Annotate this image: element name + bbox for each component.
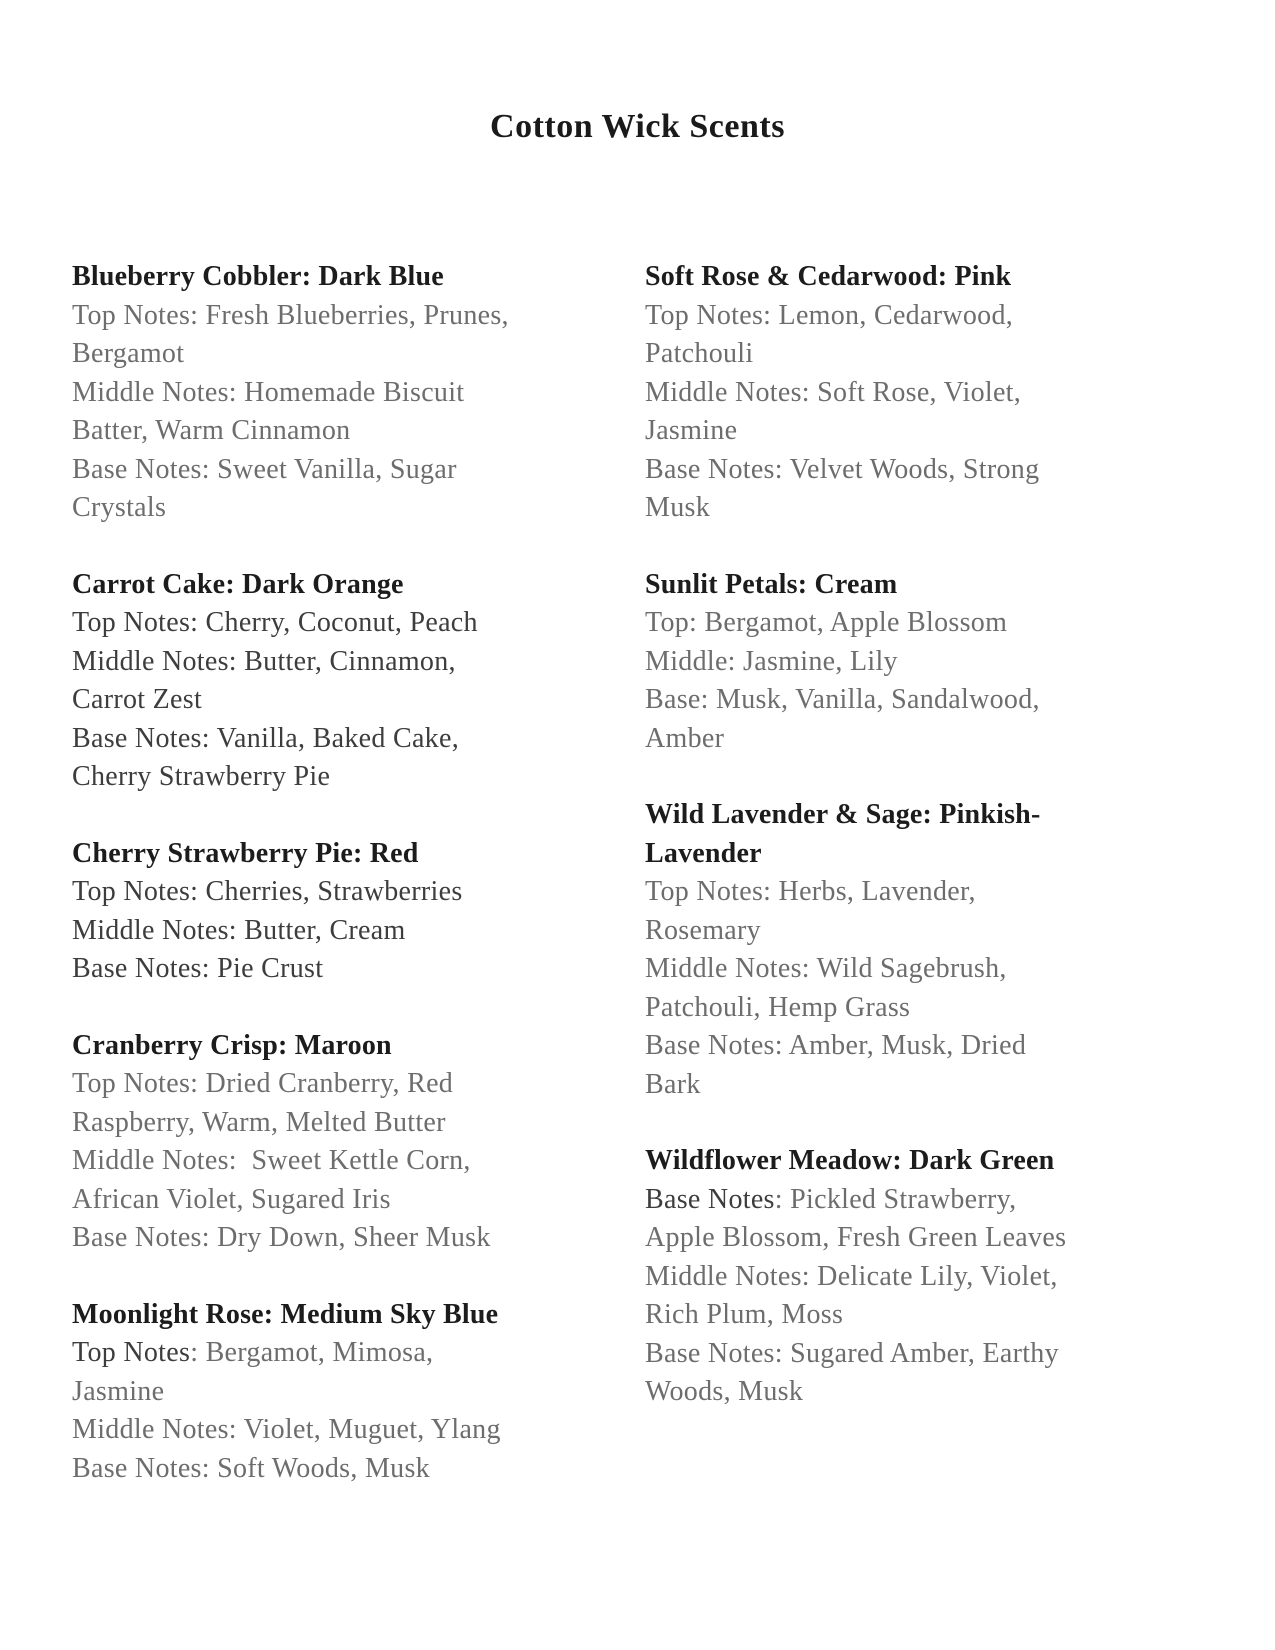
- note-text: Bark: [645, 1068, 701, 1100]
- scent-heading: Cranberry Crisp: Maroon: [72, 1029, 392, 1061]
- note-line: [645, 912, 1205, 951]
- note-text: Top Notes: Lemon, Cedarwood,: [645, 299, 1014, 331]
- note-text: Top Notes: Dried Cranberry, Red: [72, 1068, 454, 1099]
- note-line: [645, 1181, 1205, 1220]
- note-line: [645, 1335, 1205, 1374]
- note-text: Base Notes: Pie Crust: [72, 953, 324, 984]
- note-text: Bergamot: [72, 338, 185, 369]
- note-line: [72, 489, 645, 528]
- note-line: [72, 1065, 645, 1104]
- note-text: Musk: [645, 492, 710, 523]
- note-line: [72, 335, 645, 374]
- note-text: Raspberry, Warm, Melted Butter: [72, 1106, 446, 1138]
- note-text: Middle Notes: Homemade Biscuit: [72, 376, 465, 408]
- scent-section-wildflower-meadow: [645, 1142, 1205, 1412]
- note-text: Middle: Jasmine, Lily: [645, 645, 898, 677]
- note-text: Top Notes: Fresh Blueberries, Prunes,: [72, 299, 509, 331]
- note-text: Batter, Warm Cinnamon: [72, 415, 351, 446]
- scent-heading: Moonlight Rose: Medium Sky Blue: [72, 1298, 499, 1330]
- scent-heading: Blueberry Cobbler: Dark Blue: [72, 261, 444, 292]
- note-text: Middle Notes: Soft Rose, Violet,: [645, 376, 1022, 408]
- note-line: [645, 1373, 1205, 1412]
- note-line: [72, 412, 645, 451]
- note-text: Top Notes: Cherries, Strawberries: [72, 876, 463, 907]
- note-text: Base Notes: Amber, Musk, Dried: [645, 1030, 1027, 1061]
- note-text: Base Notes: Sweet Vanilla, Sugar: [72, 453, 457, 485]
- note-line: [72, 1142, 645, 1181]
- note-text: Woods, Musk: [645, 1376, 804, 1407]
- note-line: [72, 643, 645, 682]
- note-text: Base Notes: Vanilla, Baked Cake,: [72, 722, 459, 754]
- note-line: [645, 1219, 1205, 1258]
- note-line: [72, 873, 645, 912]
- note-line: [645, 873, 1205, 912]
- note-line: [72, 604, 645, 643]
- scent-heading: Soft Rose & Cedarwood: Pink: [645, 261, 1012, 292]
- note-line: [645, 989, 1205, 1028]
- scent-section-sunlit-petals: [645, 566, 1205, 759]
- note-text: Middle Notes: Wild Sagebrush,: [645, 953, 1007, 984]
- note-line: [645, 374, 1205, 413]
- scent-section-cherry-strawberry-pie: [72, 835, 645, 989]
- note-line: [645, 1027, 1205, 1066]
- note-line: [72, 1373, 645, 1412]
- note-line: [72, 1411, 645, 1450]
- note-text: Cherry Strawberry Pie: [72, 761, 331, 792]
- note-line: [72, 1450, 645, 1489]
- note-line: [72, 297, 645, 336]
- note-line: [72, 912, 645, 951]
- scent-heading: Wildflower Meadow: Dark Green: [645, 1145, 1055, 1176]
- scent-heading-line2: Lavender: [645, 837, 762, 869]
- note-line: [645, 412, 1205, 451]
- note-text: Base: Musk, Vanilla, Sandalwood,: [645, 684, 1040, 715]
- note-text: Amber: [645, 722, 725, 754]
- note-text: Jasmine: [72, 1375, 165, 1407]
- note-line: [645, 297, 1205, 336]
- note-text: Base Notes: Sugared Amber, Earthy: [645, 1337, 1059, 1369]
- note-line: [72, 758, 645, 797]
- scent-section-carrot-cake: [72, 566, 645, 797]
- note-text: Patchouli: [645, 338, 754, 369]
- note-text: Patchouli, Hemp Grass: [645, 991, 911, 1023]
- note-line: [645, 1066, 1205, 1105]
- column-right: [645, 258, 1205, 1526]
- note-text: Carrot Zest: [72, 684, 203, 715]
- note-text: Middle Notes: Butter, Cinnamon,: [72, 645, 456, 677]
- note-line: [72, 1219, 645, 1258]
- note-text: Rich Plum, Moss: [645, 1299, 844, 1330]
- note-text: : Pickled Strawberry,: [774, 1183, 1017, 1215]
- note-text: Base Notes: Dry Down, Sheer Musk: [72, 1222, 491, 1253]
- note-line: [645, 604, 1205, 643]
- note-prefix: Base Notes: [645, 1183, 775, 1215]
- note-text: Middle Notes: Delicate Lily, Violet,: [645, 1260, 1058, 1292]
- scent-section-moonlight-rose: [72, 1296, 645, 1489]
- note-text: Apple Blossom, Fresh Green Leaves: [645, 1222, 1067, 1253]
- note-text: Top Notes: Cherry, Coconut, Peach: [72, 607, 478, 638]
- note-text: Jasmine: [645, 415, 738, 446]
- note-text: Top Notes: Herbs, Lavender,: [645, 876, 976, 907]
- note-text: Crystals: [72, 492, 167, 523]
- scent-section-blueberry-cobbler: [72, 258, 645, 528]
- note-line: [645, 489, 1205, 528]
- note-text: Base Notes: Soft Woods, Musk: [72, 1452, 430, 1484]
- scent-heading: Wild Lavender & Sage: Pinkish-: [645, 799, 1041, 830]
- note-line: [645, 720, 1205, 759]
- note-text: Middle Notes: Violet, Muguet, Ylang: [72, 1414, 501, 1445]
- note-text: African Violet, Sugared Iris: [72, 1183, 391, 1215]
- note-line: [72, 451, 645, 490]
- note-line: [72, 1104, 645, 1143]
- note-line: [72, 1181, 645, 1220]
- note-text: : Bergamot, Mimosa,: [190, 1337, 434, 1368]
- note-line: [645, 1296, 1205, 1335]
- note-text: Middle Notes: Sweet Kettle Corn,: [72, 1145, 471, 1176]
- scent-section-cranberry-crisp: [72, 1027, 645, 1258]
- column-left: [72, 258, 645, 1526]
- note-prefix: Top Notes: [72, 1337, 191, 1368]
- note-line: [72, 374, 645, 413]
- document-title: Cotton Wick Scents: [490, 108, 785, 145]
- scent-heading: Carrot Cake: Dark Orange: [72, 568, 404, 600]
- note-line: [645, 643, 1205, 682]
- note-text: Top: Bergamot, Apple Blossom: [645, 607, 1008, 638]
- scent-section-wild-lavender-sage: [645, 796, 1205, 1104]
- note-line: [645, 1258, 1205, 1297]
- scent-section-soft-rose-cedarwood: [645, 258, 1205, 528]
- note-line: [645, 950, 1205, 989]
- note-line: [72, 1334, 645, 1373]
- note-text: Middle Notes: Butter, Cream: [72, 914, 406, 946]
- note-line: [645, 681, 1205, 720]
- note-line: [72, 720, 645, 759]
- note-line: [645, 335, 1205, 374]
- note-text: Rosemary: [645, 914, 761, 946]
- scent-heading: Cherry Strawberry Pie: Red: [72, 837, 419, 869]
- note-line: [72, 681, 645, 720]
- scent-heading: Sunlit Petals: Cream: [645, 568, 898, 600]
- note-text: Base Notes: Velvet Woods, Strong: [645, 453, 1040, 485]
- note-line: [72, 950, 645, 989]
- note-line: [645, 451, 1205, 490]
- document-body: [72, 258, 1205, 1526]
